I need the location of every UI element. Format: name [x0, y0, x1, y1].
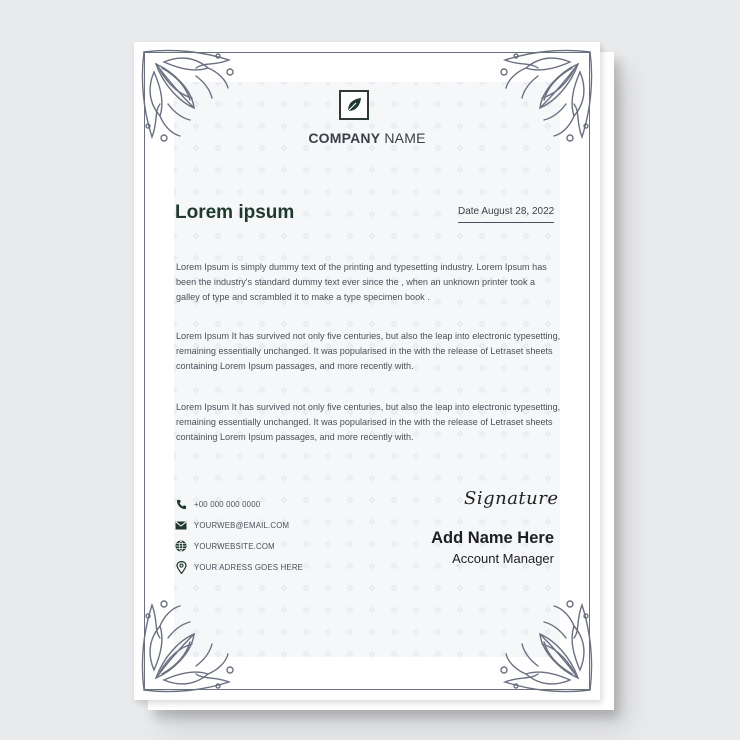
email-text: YOURWEB@EMAIL.COM: [194, 520, 290, 530]
company-name-bold: COMPANY: [308, 130, 381, 146]
body-paragraph: Lorem Ipsum It has survived not only five centuries, but also the leap into electronic typesetting, remaining essentially unchanged. It was popularised in the with the release of Letraset sheets containing Lorem Ipsum passages, and more recently with.: [176, 331, 561, 371]
leaf-icon: [345, 96, 363, 114]
corner-ornament-icon: [134, 592, 242, 700]
globe-icon: [174, 539, 188, 553]
contact-email: [174, 518, 289, 532]
signer-role: Account Manager: [452, 551, 554, 566]
contact-address: [174, 560, 303, 574]
address-text: YOUR ADRESS GOES HERE: [194, 562, 304, 572]
company-name-light: NAME: [380, 130, 426, 146]
mail-icon: [174, 518, 188, 532]
company-name: [234, 130, 500, 146]
body-paragraph: Lorem Ipsum It has survived not only five centuries, but also the leap into electronic typesetting, remaining essentially unchanged. It was popularised in the with the release of Letraset sheets containing Lorem Ipsum passages, and more recently with.: [176, 402, 561, 442]
signature-script: Signature: [464, 488, 559, 509]
signer-name: Add Name Here: [431, 529, 554, 547]
company-logo: [339, 90, 369, 120]
letterhead-sheet: [134, 42, 600, 700]
phone-text: +00 000 000 0000: [194, 499, 261, 509]
letter-title: Lorem ipsum: [175, 202, 295, 223]
phone-icon: [174, 497, 188, 511]
corner-ornament-icon: [492, 42, 600, 150]
website-text: YOURWEBSITE.COM: [194, 541, 275, 551]
body-paragraph: Lorem Ipsum is simply dummy text of the printing and typesetting industry. Lorem Ipsum has been the industry's standard dummy text ever since the , when an unknown printer took a galley of type and scrambled it to make a type specimen book .: [176, 262, 547, 302]
contact-phone: [174, 497, 260, 511]
letter-date: Date August 28, 2022: [458, 206, 554, 223]
location-pin-icon: [174, 560, 188, 574]
corner-ornament-icon: [492, 592, 600, 700]
contact-website: [174, 539, 275, 553]
corner-ornament-icon: [134, 42, 242, 150]
